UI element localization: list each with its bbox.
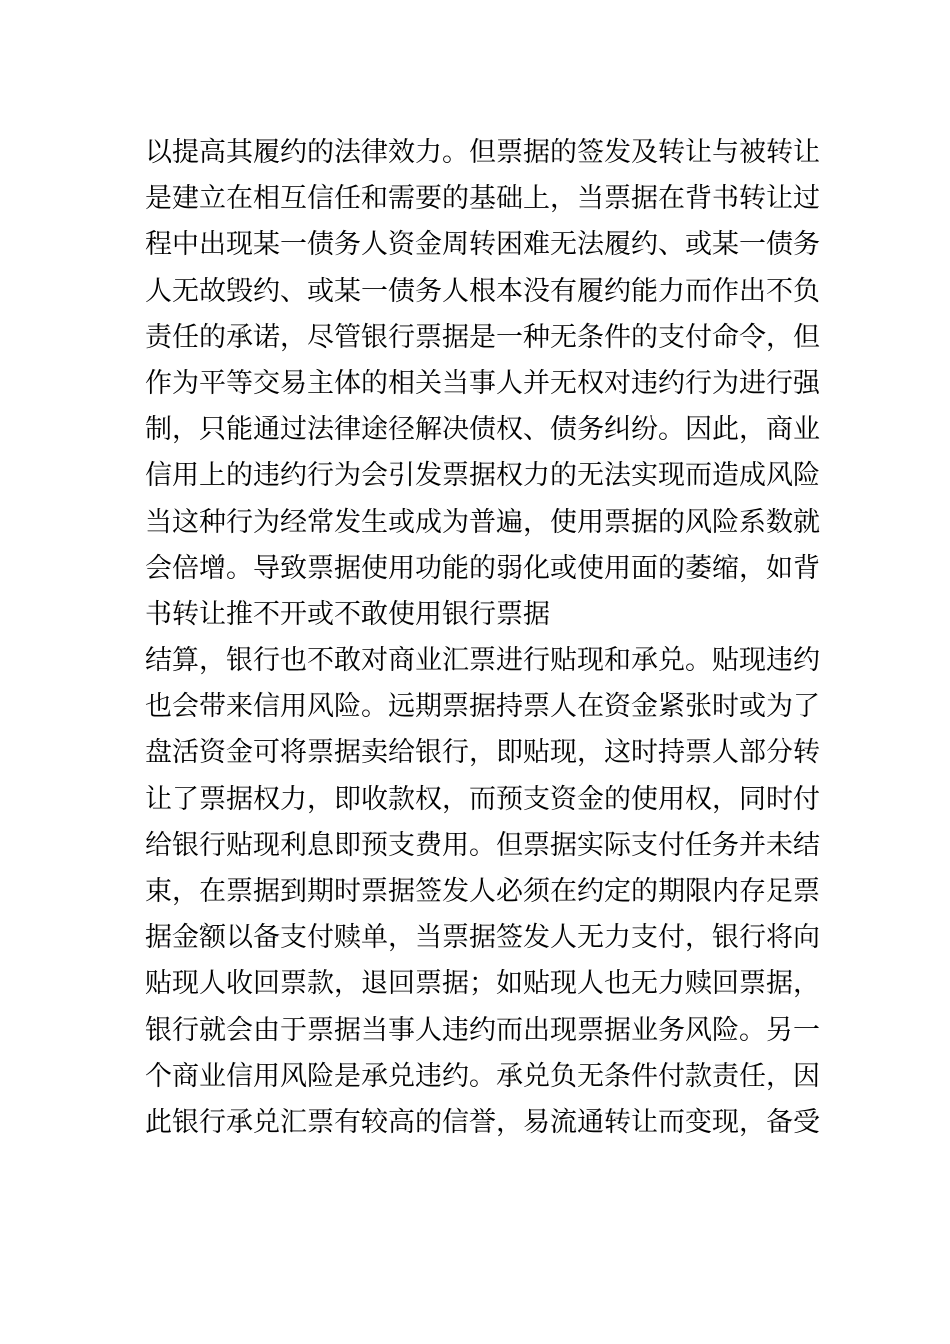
text-line-12: 结算，银行也不敢对商业汇票进行贴现和承兑。贴现违约 [145, 645, 820, 677]
text-line-19: 贴现人收回票款，退回票据；如贴现人也无力赎回票据， [145, 968, 820, 1000]
text-line-15: 让了票据权力，即收款权，而预支资金的使用权，同时付 [145, 783, 820, 815]
text-line-16: 给银行贴现利息即预支费用。但票据实际支付任务并未结 [145, 829, 820, 861]
text-line-2: 是建立在相互信任和需要的基础上，当票据在背书转让过 [145, 183, 820, 215]
text-line-8: 信用上的违约行为会引发票据权力的无法实现而造成风险 [145, 460, 820, 492]
text-line-10: 会倍增。导致票据使用功能的弱化或使用面的萎缩，如背 [145, 552, 820, 584]
text-line-18: 据金额以备支付赎单，当票据签发人无力支付，银行将向 [145, 922, 820, 954]
body-text [145, 130, 820, 1146]
text-line-7: 制，只能通过法律途径解决债权、债务纠纷。因此，商业 [145, 414, 820, 446]
text-line-20: 银行就会由于票据当事人违约而出现票据业务风险。另一 [145, 1014, 820, 1046]
text-line-9: 当这种行为经常发生或成为普遍，使用票据的风险系数就 [145, 506, 820, 538]
text-line-5: 责任的承诺，尽管银行票据是一种无条件的支付命令，但 [145, 321, 820, 353]
text-line-22: 此银行承兑汇票有较高的信誉，易流通转让而变现，备受 [145, 1106, 820, 1138]
text-line-6: 作为平等交易主体的相关当事人并无权对违约行为进行强 [145, 367, 820, 399]
text-line-1: 以提高其履约的法律效力。但票据的签发及转让与被转让 [145, 137, 820, 168]
text-line-17: 束，在票据到期时票据签发人必须在约定的期限内存足票 [145, 876, 820, 907]
text-line-3: 程中出现某一债务人资金周转困难无法履约、或某一债务 [145, 229, 820, 261]
text-line-11: 书转让推不开或不敢使用银行票据 [145, 598, 550, 630]
text-line-4: 人无故毁约、或某一债务人根本没有履约能力而作出不负 [145, 275, 820, 307]
text-line-21: 个商业信用风险是承兑违约。承兑负无条件付款责任，因 [145, 1060, 820, 1092]
text-line-13: 也会带来信用风险。远期票据持票人在资金紧张时或为了 [145, 691, 820, 723]
text-line-14: 盘活资金可将票据卖给银行，即贴现，这时持票人部分转 [145, 737, 820, 769]
